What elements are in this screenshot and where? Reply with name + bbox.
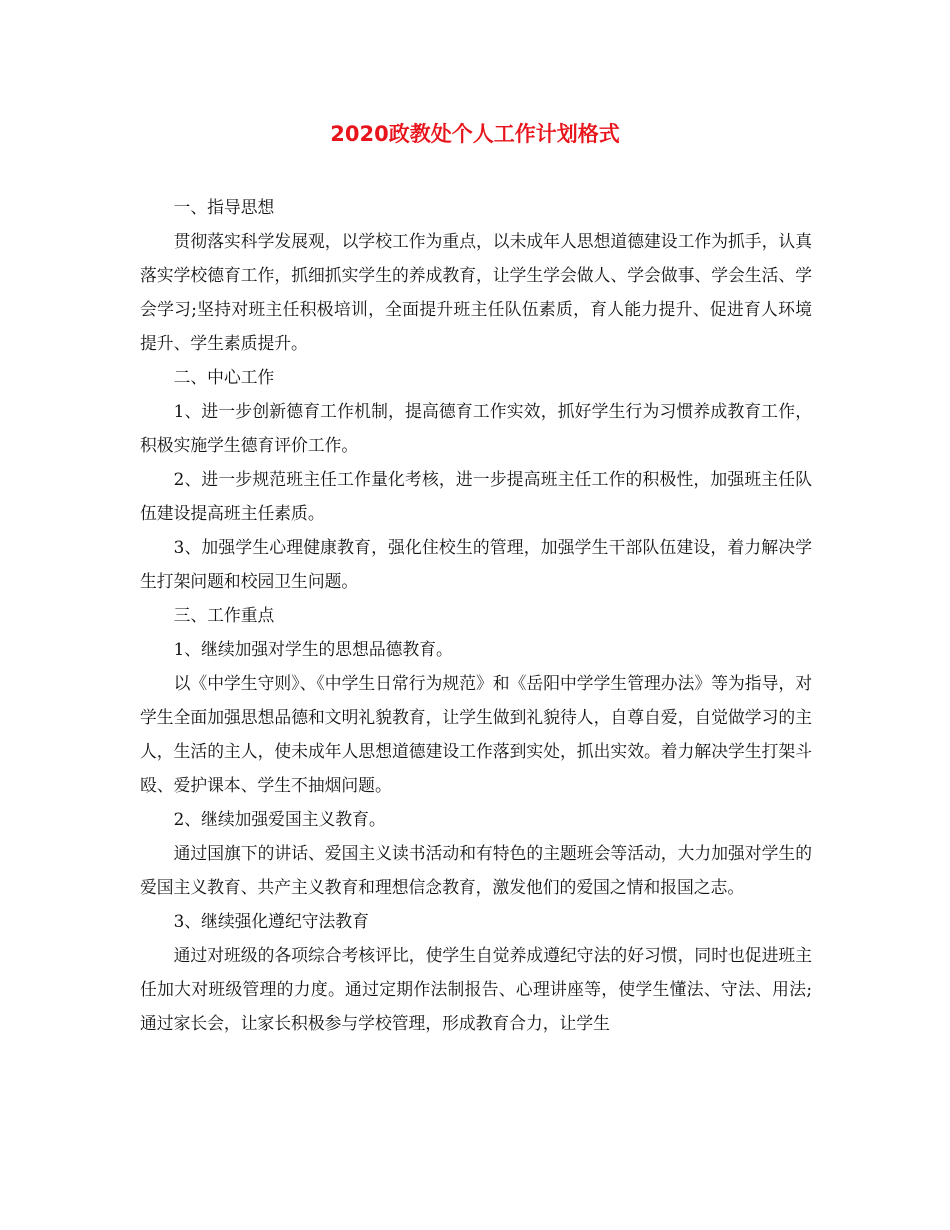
paragraph: 3、加强学生心理健康教育，强化住校生的管理，加强学生干部队伍建设，着力解决学生打架问题和校园卫生问题。 (140, 537, 812, 591)
subheading: 2、继续加强爱国主义教育。 (173, 809, 386, 829)
paragraph: 1、进一步创新德育工作机制，提高德育工作实效，抓好学生行为习惯养成教育工作，积极实施学生德育评价工作。 (140, 401, 812, 455)
document-title: 2020政教处个人工作计划格式 (330, 122, 620, 146)
paragraph: 以《中学生守则》、《中学生日常行为规范》和《岳阳中学学生管理办法》等为指导，对学生全面加强思想品德和文明礼貌教育，让学生做到礼貌待人，自尊自爱，自觉做学习的主人，生活的主人，使未成年人思想道德建设工作落到实处，抓出实效。着力解决学生打架斗殴、爱护课本、学生不抽烟问题。 (140, 673, 812, 795)
paragraph: 通过国旗下的讲话、爱国主义读书活动和有特色的主题班会等活动，大力加强对学生的爱国主义教育、共产主义教育和理想信念教育，激发他们的爱国之情和报国之志。 (140, 843, 812, 897)
paragraph: 贯彻落实科学发展观，以学校工作为重点，以未成年人思想道德建设工作为抓手，认真落实学校德育工作，抓细抓实学生的养成教育，让学生学会做人、学会做事、学会生活、学会学习;坚持对班主任积极培训，全面提升班主任队伍素质，育人能力提升、促进育人环境提升、学生素质提升。 (140, 231, 812, 353)
subheading: 3、继续强化遵纪守法教育 (173, 911, 369, 931)
paragraph: 通过对班级的各项综合考核评比，使学生自觉养成遵纪守法的好习惯，同时也促进班主任加大对班级管理的力度。通过定期作法制报告、心理讲座等，使学生懂法、守法、用法;通过家长会，让家长积极参与学校管理，形成教育合力，让学生 (140, 945, 812, 1033)
section-heading-central-work: 二、中心工作 (173, 367, 275, 387)
section-heading-guiding-ideology: 一、指导思想 (173, 197, 275, 217)
paragraph: 2、进一步规范班主任工作量化考核，进一步提高班主任工作的积极性，加强班主任队伍建设提高班主任素质。 (140, 469, 812, 523)
document-body (140, 190, 812, 1040)
section-heading-work-focus: 三、工作重点 (173, 605, 275, 625)
subheading: 1、继续加强对学生的思想品德教育。 (173, 639, 453, 659)
